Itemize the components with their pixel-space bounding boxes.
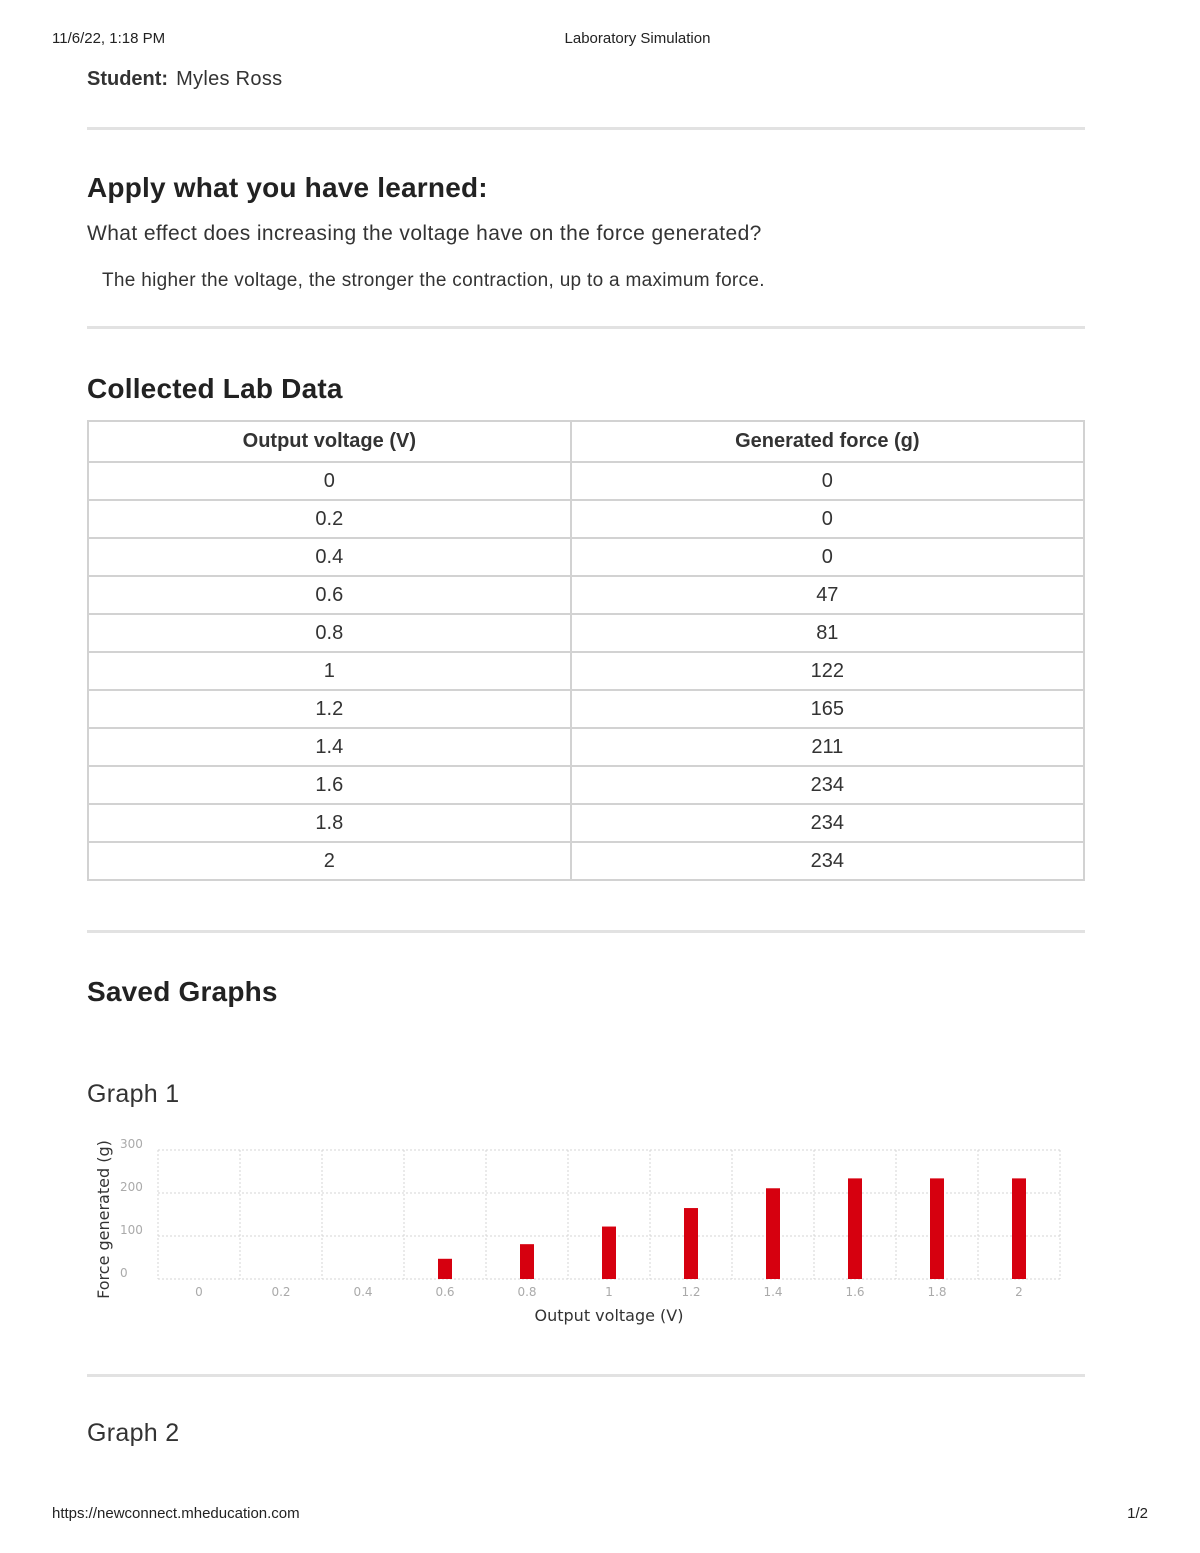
force-voltage-bar-chart [92,1130,1072,1330]
x-tick-label: 0.2 [271,1285,291,1299]
section-divider [87,127,1085,130]
student-name: Myles Ross [176,68,283,90]
table-row [88,842,1084,880]
y-tick-label: 200 [120,1180,143,1194]
voltage-cell: 1.2 [88,690,571,728]
x-tick-label: 1.8 [927,1285,947,1299]
section-divider [87,1374,1085,1377]
column-header-force: Generated force (g) [571,421,1084,462]
voltage-cell: 2 [88,842,571,880]
lab-data-heading: Collected Lab Data [87,373,343,404]
chart-canvas [92,1130,1072,1330]
force-cell: 0 [571,462,1084,500]
table-row [88,538,1084,576]
saved-graphs-heading: Saved Graphs [87,976,278,1007]
table-header-row [88,421,1084,462]
table-row [88,728,1084,766]
voltage-cell: 1.4 [88,728,571,766]
column-header-voltage: Output voltage (V) [88,421,571,462]
graph2-title: Graph 2 [87,1419,180,1447]
student-line [87,68,282,91]
force-cell: 0 [571,538,1084,576]
page-number: 1/2 [1127,1505,1148,1522]
x-tick-label: 2 [1015,1285,1023,1299]
force-cell: 81 [571,614,1084,652]
x-tick-label: 1 [605,1285,613,1299]
y-tick-label: 300 [120,1137,143,1151]
force-cell: 0 [571,500,1084,538]
answer-text: The higher the voltage, the stronger the contraction, up to a maximum force. [102,270,765,291]
section-divider [87,326,1085,329]
force-cell: 165 [571,690,1084,728]
print-header [52,30,1148,50]
bar [930,1178,944,1279]
voltage-cell: 0.2 [88,500,571,538]
print-url: https://newconnect.mheducation.com [52,1505,300,1522]
y-axis-title: Force generated (g) [94,1140,113,1299]
bar [1012,1178,1026,1279]
bar [438,1259,452,1279]
bar [684,1208,698,1279]
voltage-cell: 0.8 [88,614,571,652]
x-tick-label: 1.2 [681,1285,701,1299]
question-text: What effect does increasing the voltage have on the force generated? [87,222,762,245]
voltage-cell: 1 [88,652,571,690]
table-row [88,614,1084,652]
bar [520,1244,534,1279]
x-tick-label: 1.6 [845,1285,865,1299]
student-label: Student: [87,68,169,90]
x-axis-title: Output voltage (V) [534,1306,684,1325]
voltage-cell: 0.6 [88,576,571,614]
print-datetime: 11/6/22, 1:18 PM [52,30,166,47]
table-row [88,804,1084,842]
print-footer [52,1505,1148,1525]
table-row [88,766,1084,804]
y-tick-label: 0 [120,1266,128,1280]
table-row [88,690,1084,728]
voltage-cell: 1.6 [88,766,571,804]
voltage-cell: 1.8 [88,804,571,842]
bar [766,1188,780,1279]
force-cell: 47 [571,576,1084,614]
table-row [88,576,1084,614]
table-row [88,652,1084,690]
force-cell: 234 [571,766,1084,804]
apply-heading: Apply what you have learned: [87,172,488,203]
table-row [88,462,1084,500]
force-cell: 234 [571,842,1084,880]
voltage-cell: 0.4 [88,538,571,576]
table-row [88,500,1084,538]
print-title: Laboratory Simulation [564,30,711,47]
x-tick-label: 0 [195,1285,203,1299]
force-cell: 211 [571,728,1084,766]
x-tick-label: 1.4 [763,1285,783,1299]
voltage-cell: 0 [88,462,571,500]
force-cell: 122 [571,652,1084,690]
graph1-title: Graph 1 [87,1080,180,1108]
force-cell: 234 [571,804,1084,842]
bar [602,1227,616,1279]
y-tick-label: 100 [120,1223,143,1237]
section-divider [87,930,1085,933]
x-tick-label: 0.6 [435,1285,455,1299]
bar [848,1178,862,1279]
x-tick-label: 0.4 [353,1285,373,1299]
x-tick-label: 0.8 [517,1285,537,1299]
lab-data-table [87,420,1085,881]
